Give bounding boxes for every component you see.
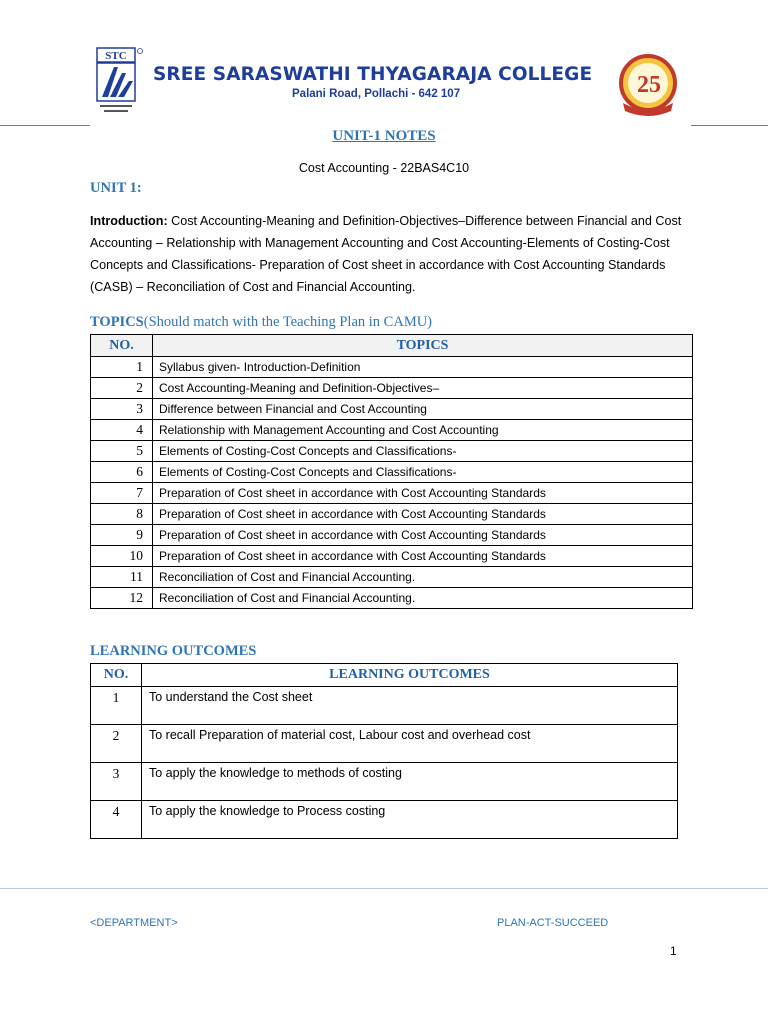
table-row: [91, 801, 678, 839]
college-address: Palani Road, Pollachi - 642 107: [292, 88, 461, 100]
table-row: [91, 567, 693, 588]
row-topic: Reconciliation of Cost and Financial Accounting.: [153, 567, 693, 588]
row-topic: Difference between Financial and Cost Accounting: [153, 399, 693, 420]
footer-department: <DEPARTMENT>: [90, 917, 178, 929]
row-no: 9: [91, 525, 153, 546]
row-no: 4: [91, 801, 142, 839]
row-topic: Reconciliation of Cost and Financial Accounting.: [153, 588, 693, 609]
row-outcome: To apply the knowledge to Process costing: [142, 801, 678, 839]
row-no: 2: [91, 725, 142, 763]
logo-text: STC: [105, 50, 127, 62]
college-name: SREE SARASWATHI THYAGARAJA COLLEGE: [153, 64, 593, 85]
row-outcome: To apply the knowledge to methods of costing: [142, 763, 678, 801]
table-row: [91, 687, 678, 725]
table-row: [91, 483, 693, 504]
footer-rule: [0, 888, 768, 889]
page-number: 1: [670, 944, 677, 958]
row-outcome: To recall Preparation of material cost, Labour cost and overhead cost: [142, 725, 678, 763]
table-row: [91, 504, 693, 525]
college-logo: [96, 47, 146, 119]
outcomes-heading-text: LEARNING OUTCOMES: [90, 643, 257, 659]
jubilee-badge: [613, 53, 683, 119]
footer-motto: PLAN-ACT-SUCCEED: [497, 917, 609, 929]
introduction-paragraph: [90, 210, 690, 298]
row-no: 5: [91, 441, 153, 462]
table-header-row: [91, 335, 693, 357]
row-topic: Preparation of Cost sheet in accordance with Cost Accounting Standards: [153, 525, 693, 546]
row-no: 1: [91, 357, 153, 378]
page-title: UNIT-1 NOTES: [332, 128, 436, 144]
outcomes-heading: [90, 643, 256, 660]
row-topic: Elements of Costing-Cost Concepts and Classifications-: [153, 462, 693, 483]
row-topic: Preparation of Cost sheet in accordance with Cost Accounting Standards: [153, 504, 693, 525]
col-no: NO.: [91, 664, 142, 687]
table-row: [91, 357, 693, 378]
row-no: 12: [91, 588, 153, 609]
header-rule-left: [0, 125, 90, 126]
table-row: [91, 725, 678, 763]
intro-label: Introduction:: [90, 214, 168, 228]
row-no: 11: [91, 567, 153, 588]
table-row: [91, 462, 693, 483]
outcomes-table: [90, 663, 678, 839]
row-no: 8: [91, 504, 153, 525]
row-topic: Relationship with Management Accounting and Cost Accounting: [153, 420, 693, 441]
subject-line: Cost Accounting - 22BAS4C10: [298, 161, 470, 175]
table-row: [91, 763, 678, 801]
row-topic: Syllabus given- Introduction-Definition: [153, 357, 693, 378]
row-no: 7: [91, 483, 153, 504]
row-no: 6: [91, 462, 153, 483]
row-no: 2: [91, 378, 153, 399]
topics-table: [90, 334, 693, 609]
row-topic: Elements of Costing-Cost Concepts and Classifications-: [153, 441, 693, 462]
intro-text: Cost Accounting-Meaning and Definition-Objectives–Difference between Financial and Cost Accounting – Relationship with Management Accounting and Cost Accounting-Elements of Costing-Cost Concepts and Classifications- Preparation of Cost sheet in accordance with Cost Accounting Standards (CASB) – Reconciliation of Cost and Financial Accounting.: [90, 214, 682, 294]
row-no: 3: [91, 763, 142, 801]
row-no: 10: [91, 546, 153, 567]
topics-heading: [90, 314, 432, 331]
table-row: [91, 546, 693, 567]
table-row: [91, 378, 693, 399]
col-topics: TOPICS: [153, 335, 693, 357]
table-header-row: [91, 664, 678, 687]
table-row: [91, 420, 693, 441]
row-no: 3: [91, 399, 153, 420]
table-row: [91, 525, 693, 546]
table-row: [91, 588, 693, 609]
table-row: [91, 399, 693, 420]
col-no: NO.: [91, 335, 153, 357]
row-no: 4: [91, 420, 153, 441]
row-topic: Cost Accounting-Meaning and Definition-Objectives–: [153, 378, 693, 399]
badge-number: 25: [637, 72, 661, 98]
row-no: 1: [91, 687, 142, 725]
header-rule-right: [691, 125, 768, 126]
topics-heading-note: (Should match with the Teaching Plan in CAMU): [143, 314, 433, 330]
row-outcome: To understand the Cost sheet: [142, 687, 678, 725]
row-topic: Preparation of Cost sheet in accordance with Cost Accounting Standards: [153, 546, 693, 567]
col-outcomes: LEARNING OUTCOMES: [142, 664, 678, 687]
unit-heading: UNIT 1:: [90, 180, 142, 196]
table-row: [91, 441, 693, 462]
row-topic: Preparation of Cost sheet in accordance with Cost Accounting Standards: [153, 483, 693, 504]
topics-heading-bold: TOPICS: [90, 314, 144, 330]
